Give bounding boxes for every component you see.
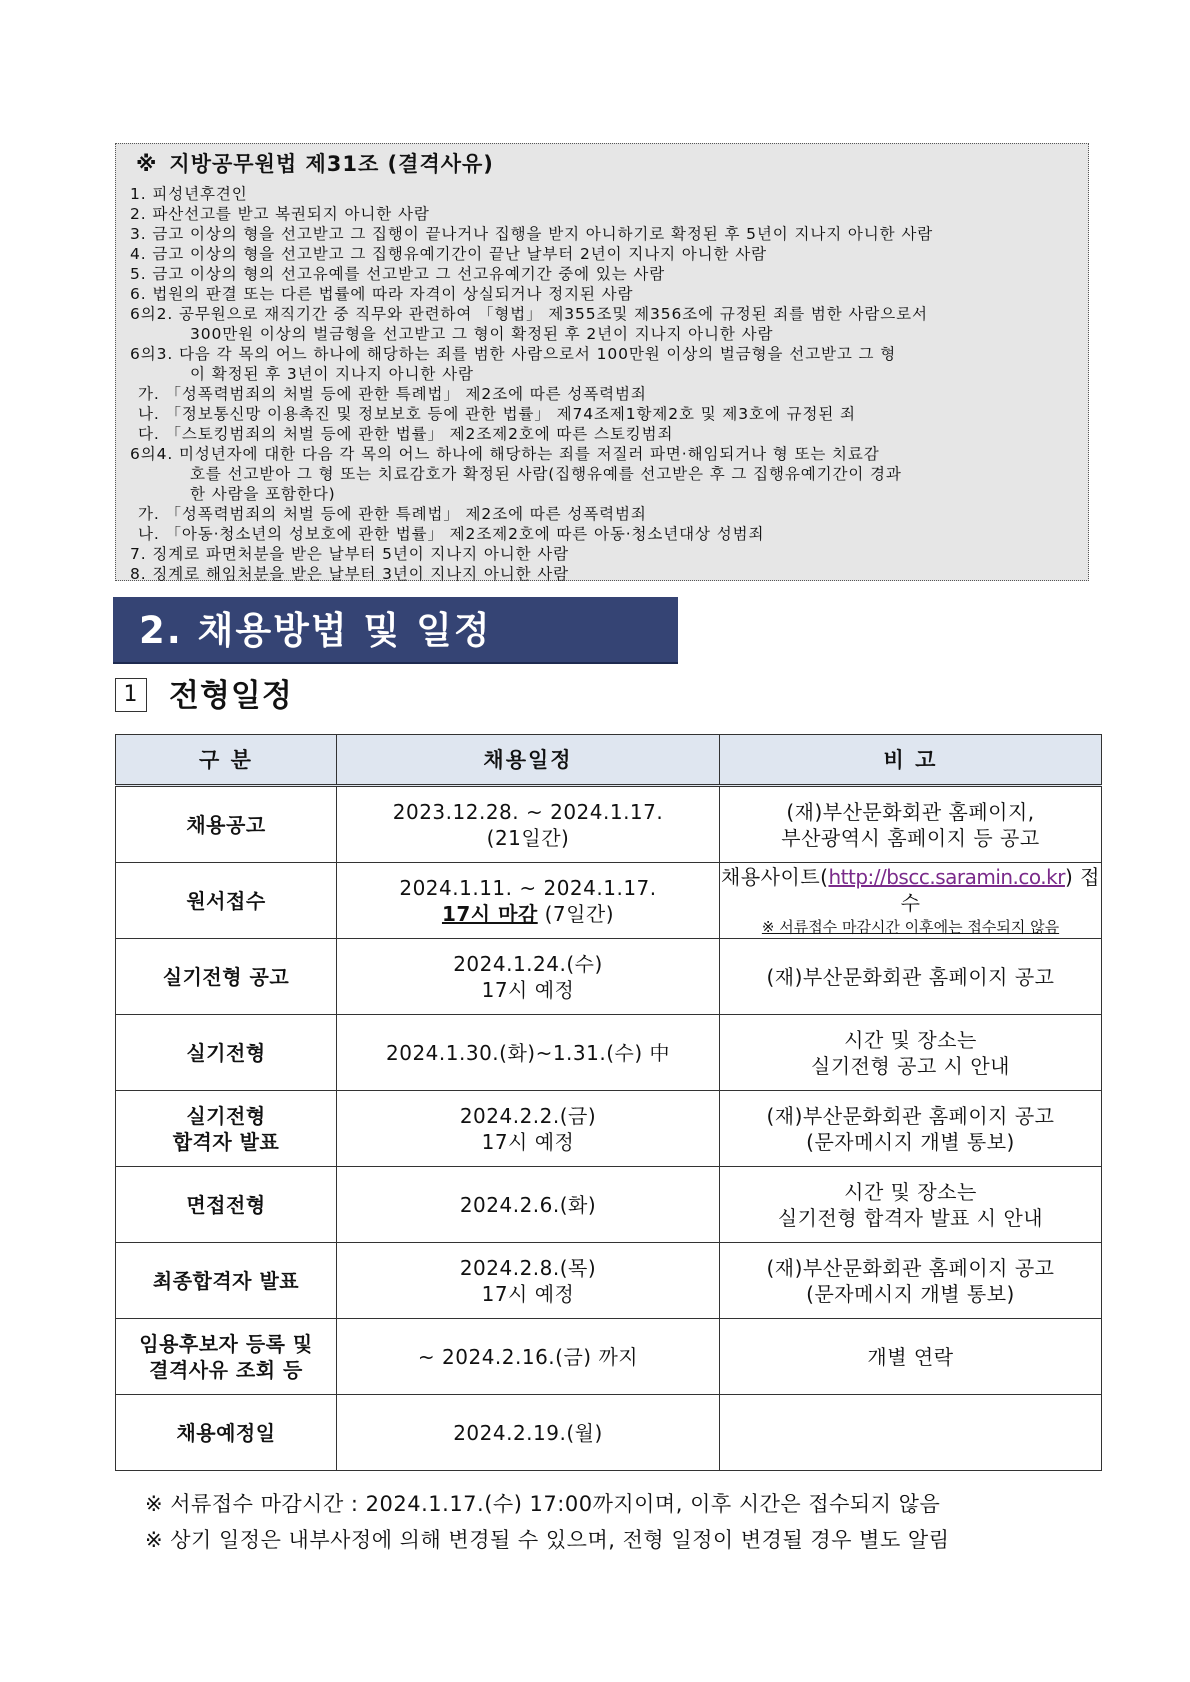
row-label: 면접전형: [116, 1167, 337, 1243]
deadline-emphasis: 17시 마감: [441, 901, 538, 926]
notice-line: 300만원 이상의 벌금형을 선고받고 그 형이 확정된 후 2년이 지나지 아니한 사람: [190, 325, 774, 343]
schedule-line: 2024.2.8.(목): [459, 1255, 597, 1280]
row-schedule: [337, 1243, 720, 1319]
schedule-line: 2024.1.24.(수): [453, 951, 603, 976]
footnotes: [145, 1486, 950, 1558]
notice-title: [130, 148, 1078, 180]
table-row: [116, 786, 1102, 863]
table-row: [116, 1015, 1102, 1091]
schedule-line: 2024.2.6.(화): [459, 1192, 597, 1217]
disqualification-notice-box: [115, 143, 1089, 581]
schedule-line: 2024.2.2.(금): [459, 1103, 597, 1128]
notice-line: 6의2. 공무원으로 재직기간 중 직무와 관련하여 「형법」 제355조및 제356조에 규정된 죄를 범한 사람으로서: [130, 305, 928, 323]
notice-line: 3. 금고 이상의 형을 선고받고 그 집행이 끝나거나 집행을 받지 아니하기로 확정된 후 5년이 지나지 아니한 사람: [130, 225, 934, 243]
footnote: ※ 서류접수 마감시간 : 2024.1.17.(수) 17:00까지이며, 이후 시간은 접수되지 않음: [145, 1492, 941, 1516]
table-row: [116, 1243, 1102, 1319]
deadline-warning-note: ※ 서류접수 마감시간 이후에는 접수되지 않음: [761, 917, 1060, 936]
notice-title-text: 지방공무원법 제31조 (결격사유): [169, 152, 494, 176]
schedule-line: 2023.12.28. ~ 2024.1.17.: [392, 799, 664, 824]
notice-line: 6의3. 다음 각 목의 어느 하나에 해당하는 죄를 범한 사람으로서 100만원 이상의 벌금형을 선고받고 그 형: [130, 345, 897, 363]
reference-mark-icon: ※: [136, 152, 158, 176]
row-label: 원서접수: [116, 863, 337, 939]
row-label-line: 임용후보자 등록 및: [139, 1331, 313, 1356]
header-category: 구 분: [116, 735, 337, 786]
row-label: 채용예정일: [116, 1395, 337, 1471]
remarks-line: (재)부산문화회관 홈페이지 공고: [766, 1103, 1055, 1128]
row-remarks: [720, 1167, 1102, 1243]
schedule-line: 2024.1.11. ~ 2024.1.17.: [399, 875, 657, 900]
notice-line: 5. 금고 이상의 형의 선고유예를 선고받고 그 선고유예기간 중에 있는 사람: [130, 265, 666, 283]
notice-line: 7. 징계로 파면처분을 받은 날부터 5년이 지나지 아니한 사람: [130, 545, 570, 563]
remarks-line: 시간 및 장소는: [844, 1027, 977, 1052]
row-schedule: [337, 1167, 720, 1243]
table-header-row: [116, 735, 1102, 786]
section-title-bar: 2. 채용방법 및 일정: [113, 597, 678, 664]
notice-line: 호를 선고받아 그 형 또는 치료감호가 확정된 사람(집행유예를 선고받은 후 그 집행유예기간이 경과: [190, 465, 902, 483]
recruitment-site-link[interactable]: http://bscc.saramin.co.kr: [828, 864, 1065, 889]
remarks-line: 시간 및 장소는: [844, 1179, 977, 1204]
remarks-line: 실기전형 공고 시 안내: [811, 1053, 1010, 1078]
notice-line: 가. 「성폭력범죄의 처벌 등에 관한 특례법」 제2조에 따른 성폭력범죄: [138, 385, 647, 403]
remarks-line: 실기전형 합격자 발표 시 안내: [777, 1205, 1044, 1230]
row-label-line: 실기전형: [186, 1103, 266, 1128]
notice-line: 6. 법원의 판결 또는 다른 법률에 따라 자격이 상실되거나 정지된 사람: [130, 285, 634, 303]
remarks-suffix: ) 접수: [900, 864, 1100, 915]
schedule-duration: (7일간): [537, 901, 615, 926]
table-row: [116, 939, 1102, 1015]
remarks-line: 부산광역시 홈페이지 등 공고: [781, 825, 1040, 850]
remarks-line: (문자메시지 개별 통보): [806, 1129, 1015, 1154]
row-label: 실기전형 공고: [116, 939, 337, 1015]
row-remarks: [720, 786, 1102, 863]
row-remarks: [720, 1319, 1102, 1395]
row-schedule: [337, 786, 720, 863]
notice-list: [130, 184, 1078, 584]
row-remarks: [720, 1091, 1102, 1167]
row-remarks: [720, 1243, 1102, 1319]
table-row: [116, 1395, 1102, 1471]
schedule-line: 17시 예정: [481, 1281, 575, 1306]
table-row: [116, 1091, 1102, 1167]
remarks-line: 개별 연락: [867, 1344, 954, 1369]
row-label: [116, 1091, 337, 1167]
footnote: ※ 상기 일정은 내부사정에 의해 변경될 수 있으며, 전형 일정이 변경될 경우 별도 알림: [145, 1528, 950, 1552]
notice-line: 이 확정된 후 3년이 지나지 아니한 사람: [190, 365, 474, 383]
remarks-line: (문자메시지 개별 통보): [806, 1281, 1015, 1306]
schedule-line: 17시 예정: [481, 977, 575, 1002]
row-label: 채용공고: [116, 786, 337, 863]
table-row: [116, 1167, 1102, 1243]
row-remarks: [720, 863, 1102, 939]
notice-line: 8. 징계로 해임처분을 받은 날부터 3년이 지나지 아니한 사람: [130, 565, 570, 583]
remarks-line: (재)부산문화회관 홈페이지,: [786, 799, 1035, 824]
row-schedule: [337, 939, 720, 1015]
row-schedule: [337, 1091, 720, 1167]
notice-line: 한 사람을 포함한다): [190, 485, 336, 503]
row-label-line: 합격자 발표: [172, 1129, 280, 1154]
schedule-line: (21일간): [486, 825, 570, 850]
subheading: [115, 676, 293, 716]
schedule-line: ~ 2024.2.16.(금) 까지: [417, 1344, 639, 1369]
schedule-line: 2024.1.30.(화)~1.31.(수) 中: [386, 1040, 670, 1065]
row-schedule: [337, 1319, 720, 1395]
row-remarks: [720, 939, 1102, 1015]
row-schedule: [337, 1395, 720, 1471]
row-label: 최종합격자 발표: [116, 1243, 337, 1319]
row-schedule: [337, 863, 720, 939]
schedule-table: [115, 734, 1102, 1471]
header-schedule: 채용일정: [337, 735, 720, 786]
notice-line: 6의4. 미성년자에 대한 다음 각 목의 어느 하나에 해당하는 죄를 저질러 파면·해임되거나 형 또는 치료감: [130, 445, 880, 463]
schedule-line: 2024.2.19.(월): [453, 1420, 603, 1445]
notice-line: 1. 피성년후견인: [130, 185, 248, 203]
notice-line: 4. 금고 이상의 형을 선고받고 그 집행유예기간이 끝난 날부터 2년이 지나지 아니한 사람: [130, 245, 767, 263]
row-label: 실기전형: [116, 1015, 337, 1091]
notice-line: 나. 「아동·청소년의 성보호에 관한 법률」 제2조제2호에 따른 아동·청소년대상 성범죄: [138, 525, 765, 543]
remarks-prefix: 채용사이트(: [721, 864, 829, 889]
subheading-number-box: 1: [115, 678, 147, 712]
schedule-line: 17시 예정: [481, 1129, 575, 1154]
row-remarks: [720, 1395, 1102, 1471]
row-label: [116, 1319, 337, 1395]
subheading-title: 전형일정: [169, 678, 293, 714]
row-remarks: [720, 1015, 1102, 1091]
notice-line: 2. 파산선고를 받고 복권되지 아니한 사람: [130, 205, 430, 223]
remarks-line: (재)부산문화회관 홈페이지 공고: [766, 1255, 1055, 1280]
notice-line: 다. 「스토킹범죄의 처벌 등에 관한 법률」 제2조제2호에 따른 스토킹범죄: [138, 425, 674, 443]
table-row: [116, 1319, 1102, 1395]
header-remarks: 비 고: [720, 735, 1102, 786]
remarks-line: (재)부산문화회관 홈페이지 공고: [766, 964, 1055, 989]
row-schedule: [337, 1015, 720, 1091]
notice-line: 가. 「성폭력범죄의 처벌 등에 관한 특례법」 제2조에 따른 성폭력범죄: [138, 505, 647, 523]
notice-line: 나. 「정보통신망 이용촉진 및 정보보호 등에 관한 법률」 제74조제1항제2호 및 제3호에 규정된 죄: [138, 405, 856, 423]
row-label-line: 결격사유 조회 등: [149, 1357, 303, 1382]
table-row: [116, 863, 1102, 939]
